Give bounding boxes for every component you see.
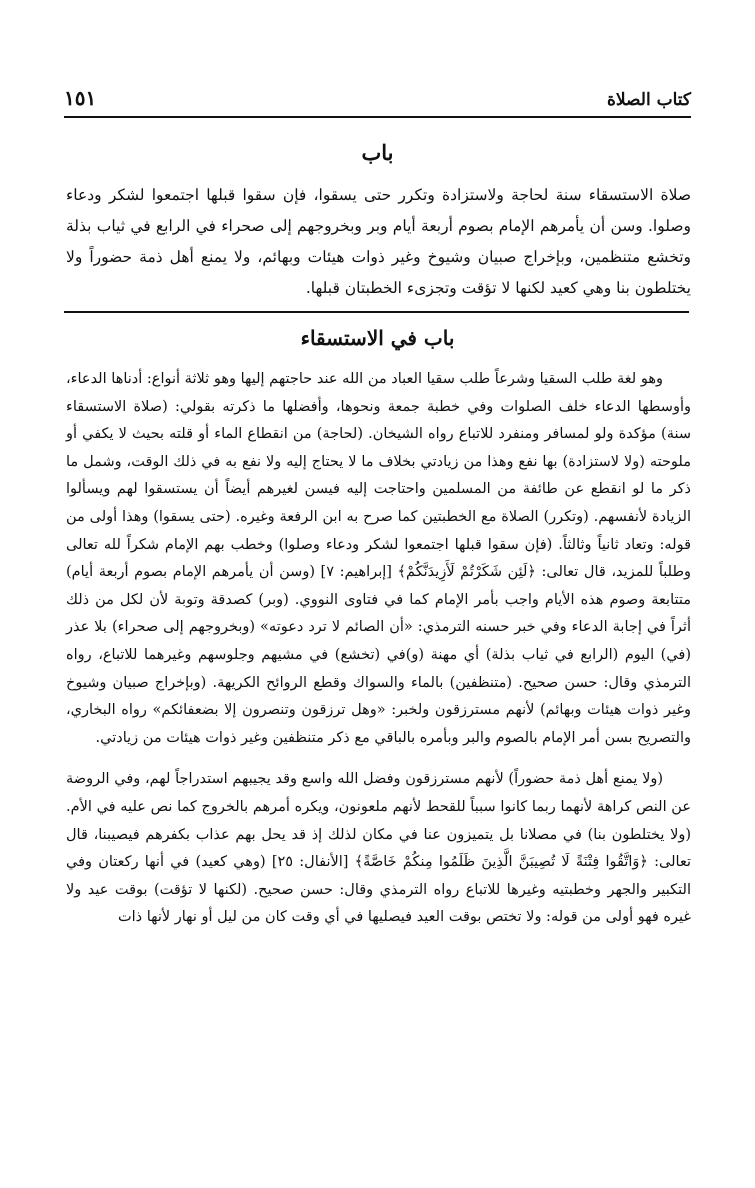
running-title: كتاب الصلاة [606,90,691,110]
page-header [64,82,691,118]
commentary-heading: باب في الاستسقاء [300,326,455,350]
commentary-body [66,366,691,932]
page-number: ١٥١ [64,86,97,110]
commentary-paragraph-2: (ولا يمنع أهل ذمة حضوراً) لأنهم مسترزقون وفضل الله واسع وقد يجيبهم استدراجاً لهم، وفي الروضة عن النص كراهة لأنهما ربما كانوا سبباً للقحط لأنهم ملعونون، ويكره أمرهم بالخروج كما نص عليه في الأم. (ولا يختلطون بنا) في مصلانا بل يتميزون عنا في مكان لذلك إذ قد يحل بهم عذاب بكفرهم فيصيبنا، قال تعالى: ﴿وَاتَّقُوا فِتْنَةً لَا تُصِيبَنَّ الَّذِينَ ظَلَمُوا مِنكُمْ خَاصَّةً﴾ [الأنفال: ٢٥] (وهي كعيد) في أنها ركعتان وفي التكبير والجهر وخطبتيه وغيرها للاتباع رواه الترمذي وقال: حسن صحيح. (لكنها لا تؤقت) بوقت عيد ولا غيره فهو أولى من قوله: ولا تختص بوقت العيد فيصليها في أي وقت كان من ليل أو نهار لأنها ذات [66,771,691,926]
matn-heading: باب [361,140,394,165]
section-divider [64,311,689,313]
matn-text: صلاة الاستسقاء سنة لحاجة ولاستزادة وتكرر حتى يسقوا، فإن سقوا قبلها اجتمعوا لشكر ودعاء وصلوا. وسن أن يأمرهم الإمام بصوم أربعة أيام وبر وبخروجهم إلى صحراء في الرابع في ثياب بذلة وتخشع متنظمين، وبإخراج صبيان وشيوخ وغير ذوات هيئات وبهائم، ولا يمنع أهل ذمة حضوراً ولا يختلطون بنا وهي كعيد لكنها لا تؤقت وتجزىء الخطبتان قبلها. [66,186,691,297]
commentary-paragraph-1: وهو لغة طلب السقيا وشرعاً طلب سقيا العباد من الله عند حاجتهم إليها وهو ثلاثة أنواع: أدناها الدعاء، وأوسطها الدعاء خلف الصلوات وفي خطبة جمعة ونحوها، وأفضلها ما ذكرته بقولي: (صلاة الاستسقاء سنة) مؤكدة ولو لمسافر ومنفرد للاتباع رواه الشيخان. (لحاجة) من انقطاع الماء أو قلته بحيث لا يكفي أو ملوحته (ولا لاستزادة) بها نفع وهذا من زيادتي بخلاف ما لا يحتاج إليه ولا نفع به في ذلك الوقت، وشمل ما ذكر ما لو انقطع عن طائفة من المسلمين واحتاجت إليه فيسن لغيرهم أيضاً أن يستسقوا لهم ويسألوا الزيادة لأنفسهم. (وتكرر) الصلاة مع الخطبتين كما صرح به ابن الرفعة وغيره. (حتى يسقوا) وهذا أولى من قوله: وتعاد ثانياً وثالثاً. (فإن سقوا قبلها اجتمعوا لشكر ودعاء وصلوا) وخطب بهم الإمام شكراً لله تعالى وطلباً للمزيد، قال تعالى: ﴿لَئِن شَكَرْتُمْ لَأَزِيدَنَّكُمْ﴾ [إبراهيم: ٧] (وسن أن يأمرهم الإمام بصوم أربعة أيام) متتابعة وصوم هذه الأيام واجب بأمر الإمام كما في فتاوى النووي. (وبر) كصدقة وتوبة لأن لكل من ذلك أثراً في إجابة الدعاء وفي خبر حسنه الترمذي: «أن الصائم لا ترد دعوته» (وبخروجهم إلى صحراء) بلا عذر (في) اليوم (الرابع في ثياب بذلة) أي مهنة (و)في (تخشع) في مشيهم وجلوسهم وغيرهما للاتباع، رواه الترمذي وقال: حسن صحيح. (متنظفين) بالماء والسواك وقطع الروائح الكريهة. (وبإخراج صبيان وشيوخ وغير ذوات هيئات وبهائم) لأنهم مسترزقون ولخبر: «وهل ترزقون وتنصرون إلا بضعفائكم» رواه البخاري، والتصريح بسن أمر الإمام بالصوم والبر وبأمره بالباقي مع ذكر متنظفين وغير ذوات هيئات من زيادتي. [66,371,692,746]
